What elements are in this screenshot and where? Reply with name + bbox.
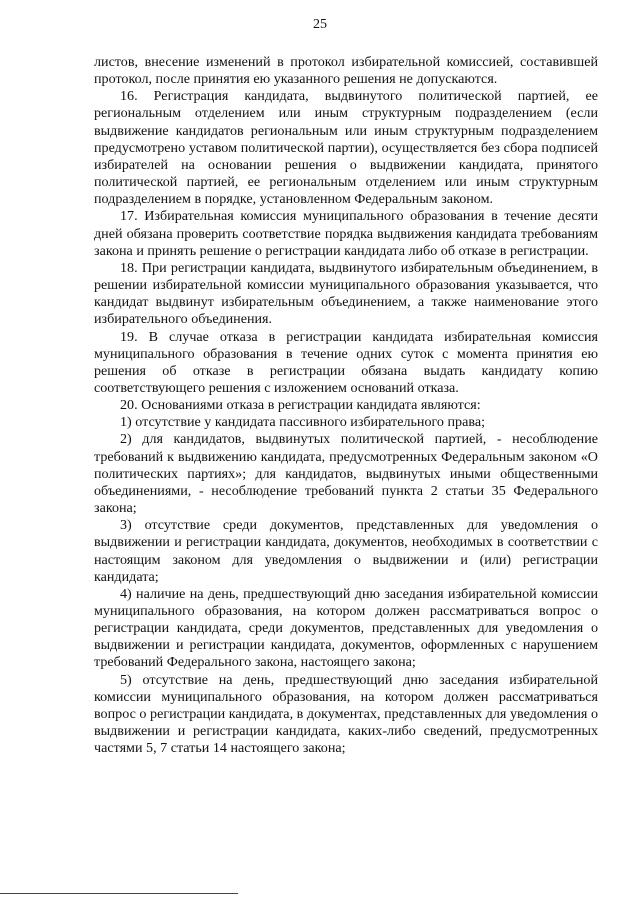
page-number: 25 — [313, 17, 327, 32]
paragraph-20: 20. Основаниями отказа в регистрации кандидата являются: — [120, 397, 481, 414]
paragraph-19: 19. В случае отказа в регистрации кандидата избирательная комиссия муниципального образования в течение одних суток с момента принятия ею решения об отказе в регистрации обязана выдать кандидату копию соответствующего решения с изложением оснований отказа. — [94, 328, 598, 396]
paragraph-17: 17. Избирательная комиссия муниципального образования в течение десяти дней обязана проверить соответствие порядка выдвижения кандидата требованиям закона и принять решение о регистрации кандидата либо об отказе в регистрации. — [94, 208, 598, 259]
list-item-1: 1) отсутствие у кандидата пассивного избирательного права; — [120, 414, 485, 431]
paragraph-16: 16. Регистрация кандидата, выдвинутого политической партией, ее региональным отделением или иным структурным подразделением (если выдвижение кандидатов региональным или иным структурным подразделением предусмотрено уставом политической партии), осуществляется без сбора подписей избирателей на основании решения о выдвижении кандидата, принятого политической партией, ее региональным отделением или иным структурным подразделением в порядке, установленном Федеральным законом. — [94, 88, 598, 208]
list-item-2: 2) для кандидатов, выдвинутых политической партией, - несоблюдение требований к выдвижению кандидата, предусмотренных Федеральным законом «О политических партиях»; для кандидатов, выдвинутых иными общественными объединениями, - несоблюдение требований пункта 2 статьи 35 Федерального закона; — [94, 431, 598, 517]
paragraph-18: 18. При регистрации кандидата, выдвинутого избирательным объединением, в решении избирательной комиссии муниципального образования указывается, что кандидат выдвинут избирательным объединением, а также наименование этого избирательного объединения. — [94, 259, 598, 328]
list-item-4: 4) наличие на день, предшествующий дню заседания избирательной комиссии муниципального образования, на котором должен рассматриваться вопрос о регистрации кандидата, среди документов, представленных для уведомления о выдвижении и регистрации кандидата, документов, оформленных с нарушением требований Федерального закона, настоящего закона; — [94, 585, 598, 671]
document-body — [94, 54, 598, 757]
list-item-5: 5) отсутствие на день, предшествующий дню заседания избирательной комиссии муниципального образования, на котором должен рассматриваться вопрос о регистрации кандидата, в документах, представленных для уведомления о выдвижении и регистрации кандидата, каких-либо сведений, предусмотренных частями 5, 7 статьи 14 настоящего закона; — [94, 671, 598, 757]
list-item-3: 3) отсутствие среди документов, представленных для уведомления о выдвижении и регистрации кандидата, документов, необходимых в соответствии с настоящим законом для уведомления о выдвижении и (или) регистрации кандидата; — [94, 517, 598, 585]
footer-rule — [0, 893, 238, 894]
paragraph-continuation: листов, внесение изменений в протокол избирательной комиссией, составившей протокол, после принятия ею указанного решения не допускаются. — [94, 54, 598, 88]
